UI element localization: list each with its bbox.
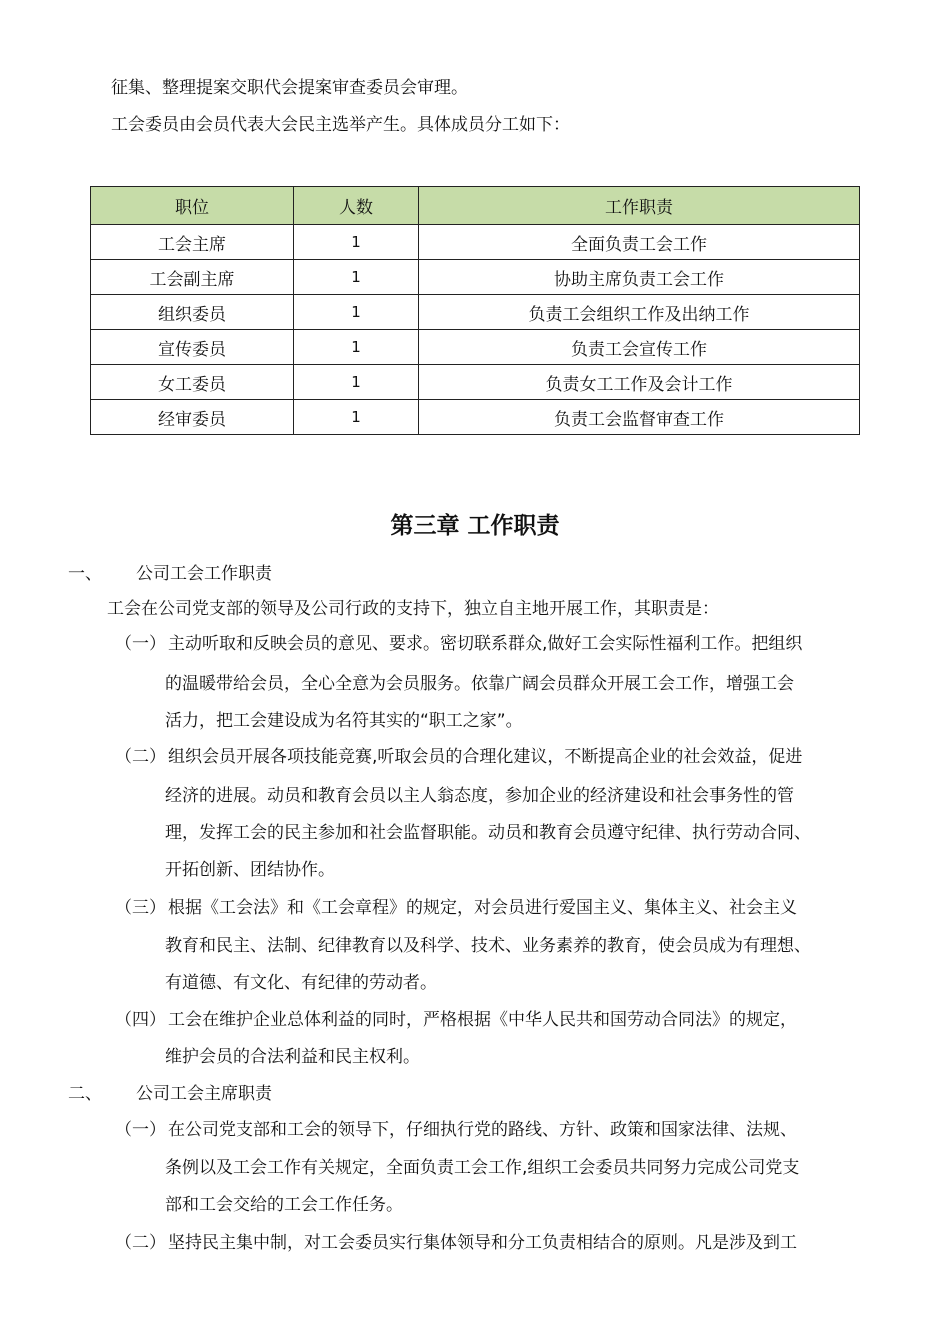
section-1-title: 公司工会工作职责 <box>136 564 272 584</box>
table-cell-count: 1 <box>294 365 419 400</box>
item-line: 主动听取和反映会员的意见、要求。密切联系群众,做好工会实际性福利工作。把组织 <box>168 634 803 654</box>
table-cell-position: 女工委员 <box>91 365 294 400</box>
table-row <box>91 330 860 365</box>
table-cell-duties: 负责工会组织工作及出纳工作 <box>419 295 860 330</box>
table-cell-position: 工会副主席 <box>91 260 294 295</box>
section-1-number: 一、 <box>68 564 102 584</box>
table-cell-count: 1 <box>294 260 419 295</box>
table-cell-count: 1 <box>294 400 419 435</box>
item-line: 维护会员的合法利益和民主权利。 <box>165 1047 420 1067</box>
table-cell-count: 1 <box>294 295 419 330</box>
table-row <box>91 295 860 330</box>
item-line: 工会在维护企业总体利益的同时，严格根据《中华人民共和国劳动合同法》的规定， <box>168 1010 797 1030</box>
table-row <box>91 225 860 260</box>
table-cell-duties: 全面负责工会工作 <box>419 225 860 260</box>
section-1-intro: 工会在公司党支部的领导及公司行政的支持下，独立自主地开展工作，其职责是： <box>107 599 719 619</box>
item-number: （一） <box>115 634 166 654</box>
table-cell-duties: 负责女工工作及会计工作 <box>419 365 860 400</box>
table-cell-position: 宣传委员 <box>91 330 294 365</box>
item-line: 组织会员开展各项技能竞赛,听取会员的合理化建议，不断提高企业的社会效益，促进 <box>168 747 803 767</box>
table-cell-count: 1 <box>294 330 419 365</box>
item-number: （四） <box>115 1010 166 1030</box>
table-row <box>91 400 860 435</box>
table-row <box>91 365 860 400</box>
table-header-duties: 工作职责 <box>419 187 860 225</box>
item-line: 坚持民主集中制，对工会委员实行集体领导和分工负责相结合的原则。凡是涉及到工 <box>168 1233 797 1253</box>
table-cell-position: 经审委员 <box>91 400 294 435</box>
section-2-number: 二、 <box>68 1084 102 1104</box>
item-line: 根据《工会法》和《工会章程》的规定，对会员进行爱国主义、集体主义、社会主义 <box>168 898 797 918</box>
item-number: （一） <box>115 1120 166 1140</box>
item-line: 部和工会交给的工会工作任务。 <box>165 1195 403 1215</box>
chapter-title: 第三章 工作职责 <box>390 512 560 539</box>
item-line: 有道德、有文化、有纪律的劳动者。 <box>165 973 437 993</box>
section-2-title: 公司工会主席职责 <box>136 1084 272 1104</box>
table-cell-position: 工会主席 <box>91 225 294 260</box>
item-line: 开拓创新、团结协作。 <box>165 860 335 880</box>
member-roles-table <box>90 186 860 435</box>
table-header-row <box>91 187 860 225</box>
item-number: （二） <box>115 1233 166 1253</box>
intro-line-2: 工会委员由会员代表大会民主选举产生。具体成员分工如下： <box>111 115 570 135</box>
table-cell-count: 1 <box>294 225 419 260</box>
intro-line-1: 征集、整理提案交职代会提案审查委员会审理。 <box>111 78 468 98</box>
item-line: 活力，把工会建设成为名符其实的“职工之家”。 <box>165 711 523 731</box>
table-row <box>91 260 860 295</box>
item-line: 条例以及工会工作有关规定，全面负责工会工作,组织工会委员共同努力完成公司党支 <box>165 1158 800 1178</box>
table-cell-position: 组织委员 <box>91 295 294 330</box>
item-number: （三） <box>115 898 166 918</box>
table-cell-duties: 负责工会宣传工作 <box>419 330 860 365</box>
table-header-position: 职位 <box>91 187 294 225</box>
table-cell-duties: 负责工会监督审查工作 <box>419 400 860 435</box>
item-line: 经济的进展。动员和教育会员以主人翁态度，参加企业的经济建设和社会事务性的管 <box>165 786 794 806</box>
table-cell-duties: 协助主席负责工会工作 <box>419 260 860 295</box>
item-number: （二） <box>115 747 166 767</box>
table-header-count: 人数 <box>294 187 419 225</box>
item-line: 的温暖带给会员，全心全意为会员服务。依靠广阔会员群众开展工会工作，增强工会 <box>165 674 794 694</box>
item-line: 教育和民主、法制、纪律教育以及科学、技术、业务素养的教育，使会员成为有理想、 <box>165 936 811 956</box>
item-line: 在公司党支部和工会的领导下，仔细执行党的路线、方针、政策和国家法律、法规、 <box>168 1120 797 1140</box>
item-line: 理，发挥工会的民主参加和社会监督职能。动员和教育会员遵守纪律、执行劳动合同、 <box>165 823 811 843</box>
